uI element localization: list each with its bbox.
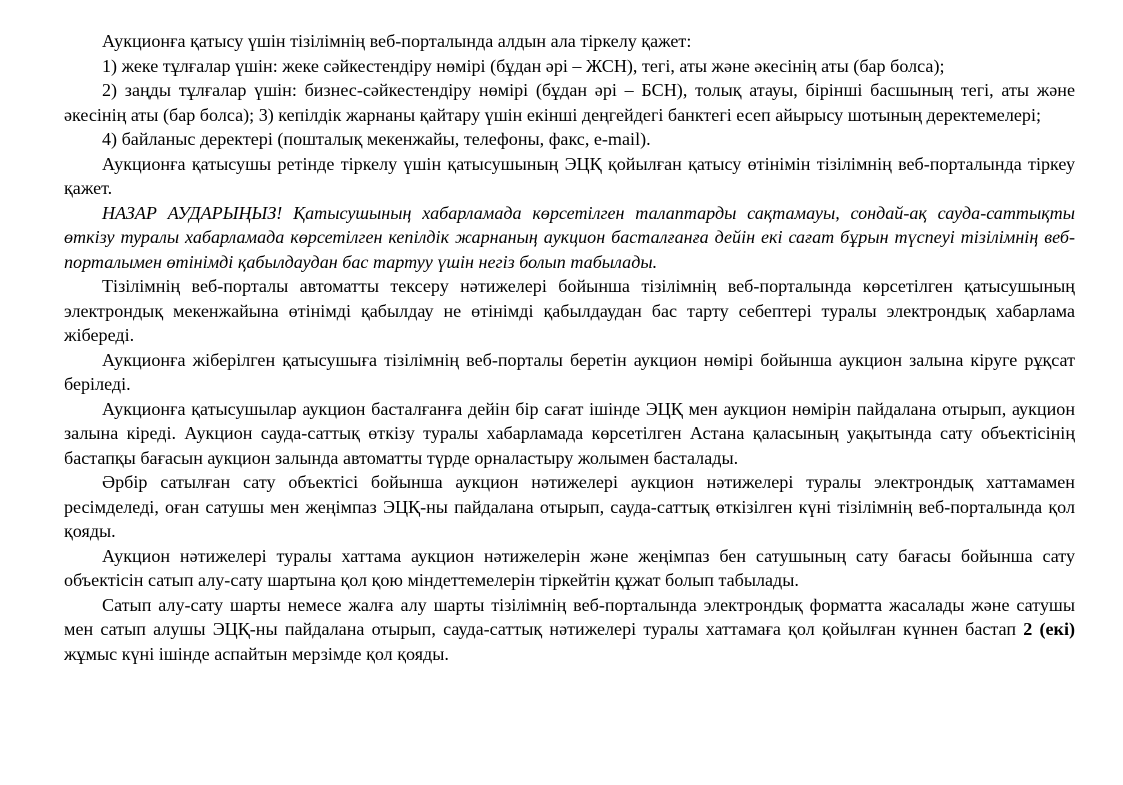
paragraph-participant-registration: Аукционға қатысушы ретінде тіркелу үшін қатысушының ЭЦҚ қойылған қатысу өтінімін тізілімнің веб-порталында тіркеу қажет. xyxy=(64,153,1075,198)
paragraph-registration-intro: Аукционға қатысу үшін тізілімнің веб-порталында алдын ала тіркелу қажет: xyxy=(102,31,692,51)
document-page xyxy=(64,29,1075,666)
paragraph-auction-access: Аукционға жіберілген қатысушыға тізілімнің веб-порталы беретін аукцион нөмірі бойынша аукцион залына кіруге рұқсат беріледі. xyxy=(64,349,1075,394)
paragraph-contact-details: 4) байланыс деректері (пошталық мекенжайы, телефоны, факс, e-mail). xyxy=(102,129,651,149)
contract-term-days: 2 (екі) xyxy=(1023,619,1076,639)
paragraph-results-protocol: Аукцион нәтижелері туралы хаттама аукцион нәтижелерін және жеңімпаз бен сатушының сату бағасы бойынша сату объектісін сатып алу-сату шартына қол қою міндеттемелерін тіркейтін құжат болып табылады. xyxy=(64,545,1075,590)
paragraph-auction-results: Әрбір сатылған сату объектісі бойынша аукцион нәтижелері аукцион нәтижелері туралы электрондық хаттамамен ресімделеді, оған сатушы мен жеңімпаз ЭЦҚ-ны пайдалана отырып, сауда-саттық өткізілген күні тізілімнің веб-порталында қол қояды. xyxy=(64,472,1075,541)
contract-text-after: жұмыс күні ішінде аспайтын мерзімде қол қояды. xyxy=(64,643,449,664)
contract-text-before: Сатып алу-сату шарты немесе жалға алу шарты тізілімнің веб-порталында электрондық форматта жасалады және сатушы мен сатып алушы ЭЦҚ-ны пайдалана отырып, сауда-саттық нәтижелері туралы хаттамаға қол қойылған күннен бастап xyxy=(64,594,1075,639)
paragraph-individuals: 1) жеке тұлғалар үшін: жеке сәйкестендіру нөмірі (бұдан әрі – ЖСН), тегі, аты және әкесінің аты (бар болса); xyxy=(102,55,945,76)
paragraph-automatic-check: Тізілімнің веб-порталы автоматты тексеру нәтижелері бойынша тізілімнің веб-порталында көрсетілген қатысушының электрондық мекенжайына өтінімді қабылдау не өтінімді қабылдаудан бас тарту себептері туралы электрондық хабарлама жібереді. xyxy=(64,276,1075,345)
paragraph-auction-start: Аукционға қатысушылар аукцион басталғанға дейін бір сағат ішінде ЭЦҚ мен аукцион нөмірін пайдалана отырып, аукцион залына кіреді. Аукцион сауда-саттық өткізу туралы хабарламада көрсетілген Астана қаласының уақытында сату объектісінің бастапқы бағасын аукцион залында автоматты түрде орналастыру жолымен басталады. xyxy=(64,398,1075,468)
paragraph-attention-notice: НАЗАР АУДАРЫҢЫЗ! Қатысушының хабарламада көрсетілген талаптарды сақтамауы, сондай-ақ сауда-саттықты өткізу туралы хабарламада көрсетілген кепілдік жарнаның аукцион басталғанға дейін екі сағат бұрын түспеуі тізілімнің веб-порталымен өтінімді қабылдаудан бас тартуу үшін негіз болып табылады. xyxy=(64,202,1075,272)
paragraph-legal-entities: 2) заңды тұлғалар үшін: бизнес-сәйкестендіру нөмірі (бұдан әрі – БСН), толық атауы, бірінші басшының тегі, аты және әкесінің аты (бар болса); 3) кепілдік жарнаны қайтару үшін екінші деңгейдегі банктегі есеп айырысу шотының деректемелері; xyxy=(64,80,1075,125)
paragraph-contract-signing xyxy=(64,593,1075,667)
